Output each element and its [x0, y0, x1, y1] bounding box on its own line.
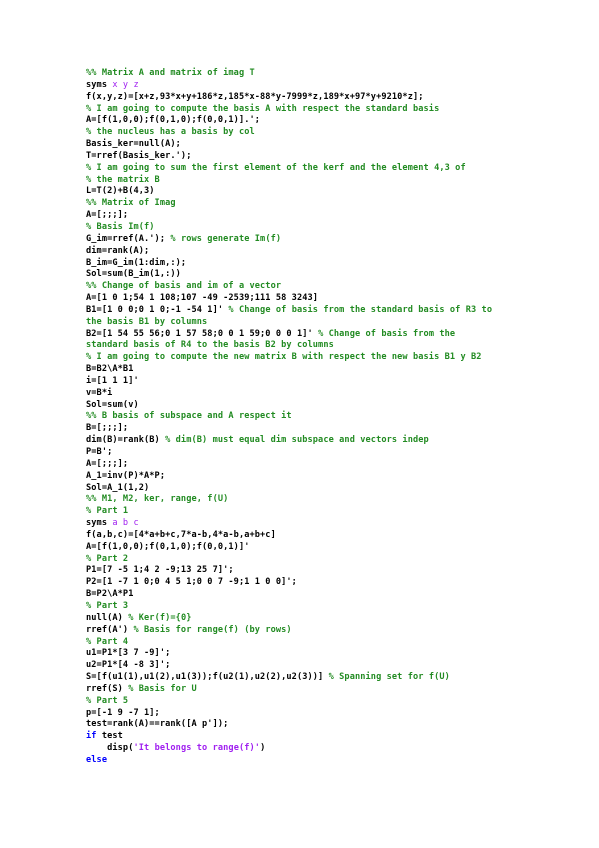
code-text: syms	[86, 518, 113, 529]
code-line	[86, 68, 591, 80]
code-line	[86, 506, 591, 518]
code-comment: %% Change of basis and im of a vector	[86, 281, 282, 292]
code-line	[86, 92, 591, 104]
code-text: Sol=sum(v)	[86, 399, 139, 410]
code-line	[86, 755, 591, 767]
code-line	[86, 672, 591, 684]
code-text: test	[101, 731, 123, 742]
code-text: A=[f(1,0,0);f(0,1,0);f(0,0,1)].';	[86, 115, 261, 126]
code-text: B1=[1 0 0;0 1 0;-1 -54 1]'	[86, 304, 229, 315]
code-text: Sol=A_1(1,2)	[86, 482, 150, 493]
code-line	[86, 637, 591, 649]
code-line	[86, 565, 591, 577]
code-text: P=B';	[86, 447, 113, 457]
code-line	[86, 198, 591, 210]
code-line	[86, 281, 591, 293]
code-line	[86, 139, 591, 151]
code-line	[86, 708, 591, 720]
code-text: B=B2\A*B1	[86, 364, 134, 375]
code-line	[86, 352, 591, 364]
code-line	[86, 269, 591, 281]
code-line	[86, 340, 591, 352]
code-line	[86, 317, 591, 329]
code-comment: % Change of basis from the standard basis of R3 to	[228, 304, 493, 315]
code-text: f(a,b,c)=[4*a+b+c,7*a-b,4*a-b,a+b+c]	[86, 529, 276, 540]
code-line	[86, 258, 591, 270]
code-text: P1=[7 -5 1;4 2 -9;13 25 7]';	[86, 565, 234, 576]
code-line	[86, 518, 591, 530]
code-line	[86, 613, 591, 625]
code-line	[86, 471, 591, 483]
code-line	[86, 483, 591, 495]
code-line	[86, 400, 591, 412]
code-line	[86, 743, 591, 755]
code-comment: %% Matrix of Imag	[86, 198, 176, 209]
code-listing	[86, 68, 591, 767]
code-text: null(A)	[86, 612, 129, 623]
code-line	[86, 731, 591, 743]
code-comment: % Part 1	[86, 506, 129, 517]
code-text: B=[;;;];	[86, 423, 129, 434]
code-text: Basis_ker=null(A);	[86, 139, 181, 150]
code-comment: % Part 2	[86, 553, 129, 564]
code-line	[86, 175, 591, 187]
code-line	[86, 589, 591, 601]
code-line	[86, 246, 591, 258]
code-text: rref(A')	[86, 624, 134, 635]
code-line	[86, 210, 591, 222]
code-text: T=rref(Basis_ker.');	[86, 150, 192, 161]
code-comment: % I am going to sum the first element of the kerf and the element 4,3 of	[86, 162, 466, 173]
code-comment: % Basis for U	[128, 683, 197, 694]
code-keyword: if	[86, 731, 102, 742]
code-comment: % Basis Im(f)	[86, 221, 155, 232]
code-text: p=[-1 9 -7 1];	[86, 707, 160, 718]
code-line	[86, 660, 591, 672]
code-line	[86, 601, 591, 613]
code-comment: the basis B1 by columns	[86, 316, 208, 327]
code-line	[86, 625, 591, 637]
code-comment: % Part 5	[86, 695, 129, 706]
code-text: i=[1 1 1]'	[86, 375, 139, 386]
code-line	[86, 127, 591, 139]
code-text: S=[f(u1(1),u1(2),u1(3));f(u2(1),u2(2),u2(3))]	[86, 672, 329, 683]
code-comment: %% B basis of subspace and A respect it	[86, 411, 292, 422]
code-comment: % the matrix B	[86, 174, 160, 185]
code-comment: % Change of basis from the	[318, 328, 456, 339]
code-text: syms	[86, 79, 113, 90]
code-text: test=rank(A)==rank([A p']);	[86, 719, 229, 730]
code-text: P2=[1 -7 1 0;0 4 5 1;0 0 7 -9;1 1 0 0]';	[86, 577, 297, 588]
code-line	[86, 80, 591, 92]
code-text: dim=rank(A);	[86, 245, 150, 256]
code-line	[86, 447, 591, 459]
code-line	[86, 222, 591, 234]
code-text: A=[f(1,0,0);f(0,1,0);f(0,0,1)]'	[86, 541, 250, 552]
code-line	[86, 293, 591, 305]
code-line	[86, 684, 591, 696]
code-comment: %% M1, M2, ker, range, f(U)	[86, 494, 229, 505]
code-line	[86, 696, 591, 708]
code-line	[86, 411, 591, 423]
code-text: A=[1 0 1;54 1 108;107 -49 -2539;111 58 3243]	[86, 293, 319, 304]
code-comment: % the nucleus has a basis by col	[86, 127, 255, 138]
code-text: rref(S)	[86, 683, 129, 694]
code-comment: % I am going to compute the new matrix B with respect the new basis B1 y B2	[86, 352, 482, 363]
code-text: dim(B)=rank(B)	[86, 435, 166, 446]
code-line	[86, 163, 591, 175]
code-comment: % rows generate Im(f)	[170, 233, 282, 244]
code-text: L=T(2)+B(4,3)	[86, 186, 155, 197]
code-text: A=[;;;];	[86, 458, 129, 469]
code-text: A_1=inv(P)*A*P;	[86, 470, 166, 481]
code-line	[86, 530, 591, 542]
code-line	[86, 329, 591, 341]
code-comment: % Ker(f)={0}	[128, 612, 192, 623]
code-comment: % Part 4	[86, 636, 129, 647]
code-text: A=[;;;];	[86, 210, 129, 221]
code-line	[86, 234, 591, 246]
code-comment: % Basis for range(f) (by rows)	[133, 624, 292, 635]
code-line	[86, 648, 591, 660]
code-comment: % Part 3	[86, 600, 129, 611]
code-text: disp(	[86, 743, 134, 754]
code-string: 'It belongs to range(f)'	[133, 743, 261, 754]
code-line	[86, 494, 591, 506]
code-line	[86, 305, 591, 317]
code-line	[86, 104, 591, 116]
code-text: B=P2\A*P1	[86, 589, 134, 600]
code-keyword: else	[86, 754, 108, 765]
code-line	[86, 364, 591, 376]
code-line	[86, 186, 591, 198]
code-text: u1=P1*[3 7 -9]';	[86, 648, 171, 659]
code-line	[86, 459, 591, 471]
code-line	[86, 423, 591, 435]
code-comment: % I am going to compute the basis A with respect the standard basis	[86, 103, 440, 114]
code-comment: % dim(B) must equal dim subspace and vectors indep	[165, 435, 429, 446]
code-line	[86, 115, 591, 127]
code-symbol: x y z	[112, 79, 139, 90]
code-text: B_im=G_im(1:dim,:);	[86, 257, 187, 268]
code-line	[86, 151, 591, 163]
code-text: G_im=rref(A.');	[86, 233, 171, 244]
code-comment: % Spanning set for f(U)	[328, 672, 450, 683]
code-line	[86, 719, 591, 731]
code-line	[86, 376, 591, 388]
code-symbol: a b c	[112, 518, 139, 529]
code-text: u2=P1*[4 -8 3]';	[86, 660, 171, 671]
code-comment: standard basis of R4 to the basis B2 by columns	[86, 340, 334, 351]
code-text: v=B*i	[86, 387, 113, 398]
code-line	[86, 435, 591, 447]
code-comment: %% Matrix A and matrix of imag T	[86, 68, 255, 78]
code-line	[86, 554, 591, 566]
code-line	[86, 542, 591, 554]
code-text: )	[260, 743, 266, 754]
code-line	[86, 388, 591, 400]
code-text: Sol=sum(B_im(1,:))	[86, 269, 181, 280]
code-text: f(x,y,z)=[x+z,93*x+y+186*z,185*x-88*y-7999*z,189*x+97*y+9210*z];	[86, 91, 424, 102]
code-line	[86, 577, 591, 589]
code-text: B2=[1 54 55 56;0 1 57 58;0 0 1 59;0 0 0 1]'	[86, 328, 319, 339]
